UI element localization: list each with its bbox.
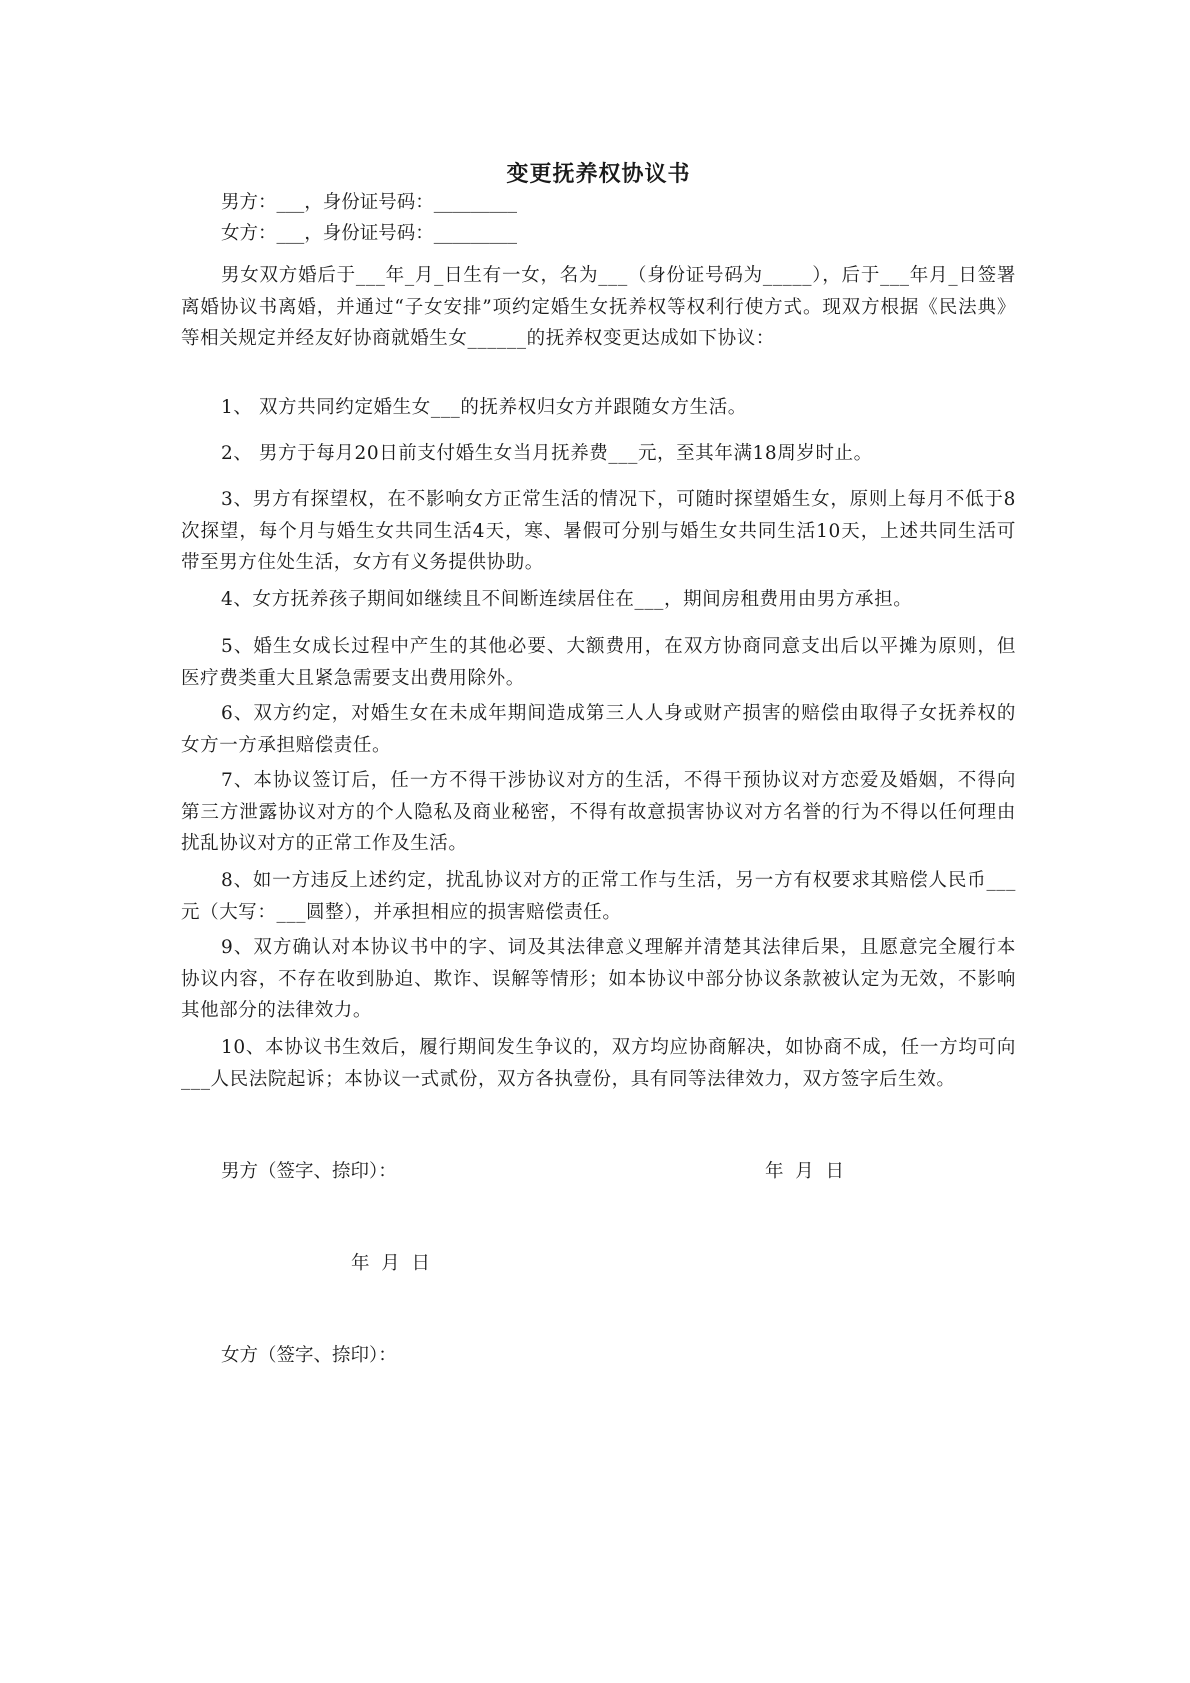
female-party-line: 女方：___，身份证号码：_________ [221, 223, 518, 244]
clause-7: 7、本协议签订后，任一方不得干涉协议对方的生活，不得干预协议对方恋爱及婚姻，不得向第三方泄露协议对方的个人隐私及商业秘密，不得有故意损害协议对方名誉的行为不得以任何理由扰乱协议对方的正常工作及生活。 [181, 770, 1016, 854]
male-signature-label: 男方（签字、捺印）： [221, 1161, 397, 1182]
male-party-line: 男方：___，身份证号码：_________ [221, 192, 518, 213]
female-signature-label: 女方（签字、捺印）： [221, 1345, 397, 1366]
document-title: 变更抚养权协议书 [506, 161, 691, 187]
intro-paragraph: 男女双方婚后于___年_月_日生有一女，名为___（身份证号码为_____），后于___年月_日签署离婚协议书离婚，并通过“子女安排”项约定婚生女抚养权等权利行使方式。现双方根据《民法典》等相关规定并经友好协商就婚生女______的抚养权变更达成如下协议： [181, 265, 1016, 349]
clause-10: 10、本协议书生效后，履行期间发生争议的，双方均应协商解决，如协商不成，任一方均可向___人民法院起诉；本协议一式贰份，双方各执壹份，具有同等法律效力，双方签字后生效。 [181, 1037, 1016, 1090]
clause-3: 3、男方有探望权，在不影响女方正常生活的情况下，可随时探望婚生女，原则上每月不低于8次探望，每个月与婚生女共同生活4天，寒、暑假可分别与婚生女共同生活10天，上述共同生活可带至男方住处生活，女方有义务提供协助。 [181, 489, 1016, 573]
signature-date-1: 年 月 日 [765, 1161, 845, 1182]
clause-8: 8、如一方违反上述约定，扰乱协议对方的正常工作与生活，另一方有权要求其赔偿人民币___元（大写：___圆整），并承担相应的损害赔偿责任。 [181, 870, 1016, 923]
clause-2: 2、 男方于每月20日前支付婚生女当月抚养费___元，至其年满18周岁时止。 [221, 443, 873, 464]
clause-1: 1、 双方共同约定婚生女___的抚养权归女方并跟随女方生活。 [221, 397, 747, 418]
clause-6: 6、双方约定，对婚生女在未成年期间造成第三人人身或财产损害的赔偿由取得子女抚养权的女方一方承担赔偿责任。 [181, 703, 1016, 756]
clause-5: 5、婚生女成长过程中产生的其他必要、大额费用，在双方协商同意支出后以平摊为原则，但医疗费类重大且紧急需要支出费用除外。 [181, 636, 1016, 689]
signature-date-2: 年 月 日 [351, 1253, 431, 1274]
clause-4: 4、女方抚养孩子期间如继续且不间断连续居住在___，期间房租费用由男方承担。 [221, 589, 913, 610]
clause-9: 9、双方确认对本协议书中的字、词及其法律意义理解并清楚其法律后果，且愿意完全履行本协议内容，不存在收到胁迫、欺诈、误解等情形；如本协议中部分协议条款被认定为无效，不影响其他部分的法律效力。 [181, 937, 1016, 1021]
